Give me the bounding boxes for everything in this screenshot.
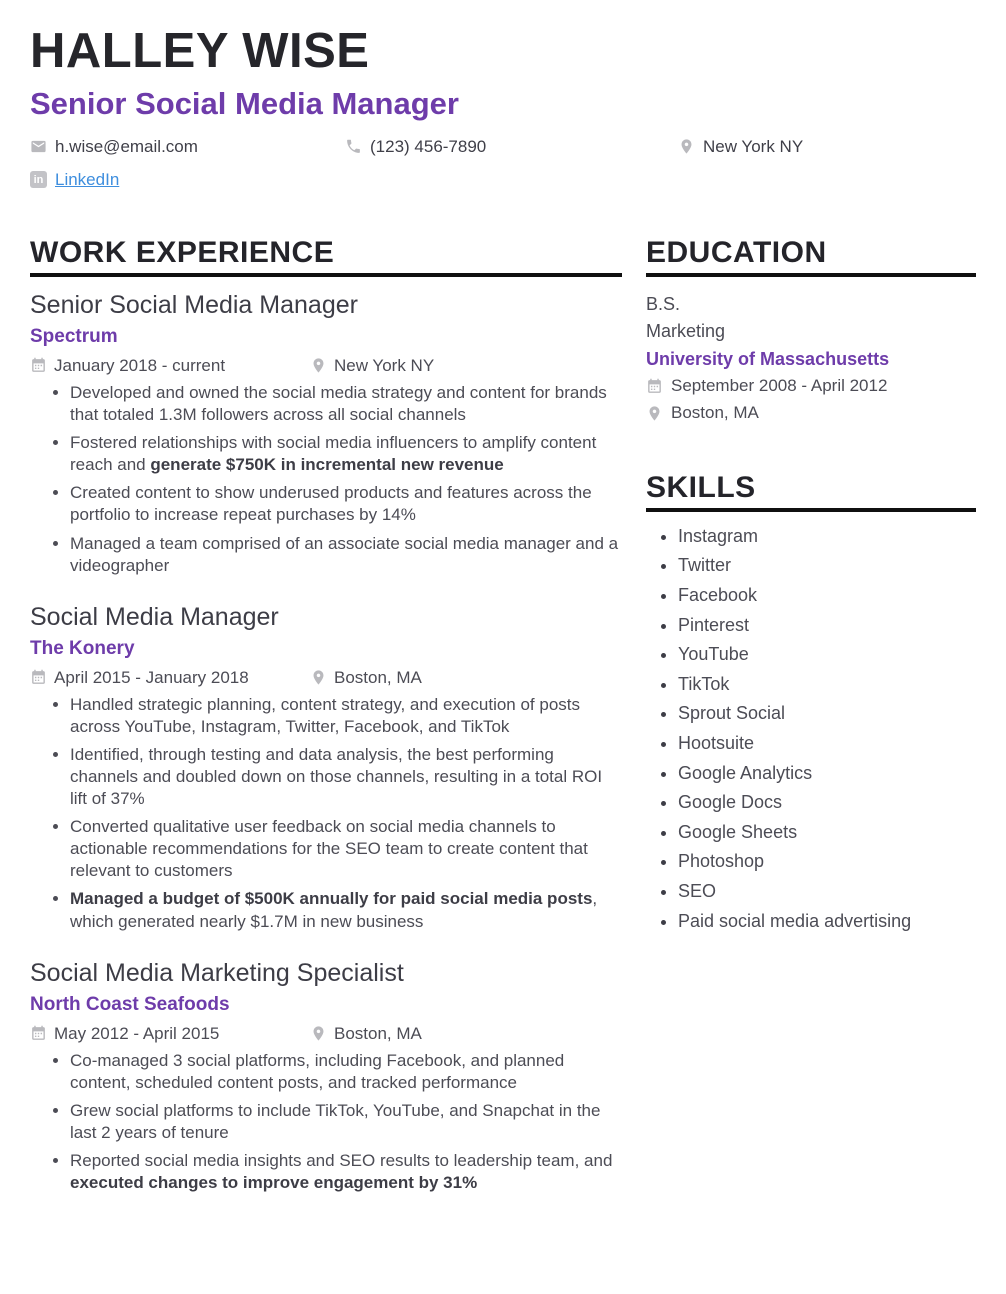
skill-item: • Pinterest [678, 615, 976, 637]
bullet-text: Identified, through testing and data analysis, the best performing channels and doubled down on those channels, resulting in a total ROI lift of 37% [70, 744, 603, 809]
bullet-text: Managed a budget of $500K annually for paid social media posts [70, 889, 593, 909]
calendar-icon [646, 378, 663, 395]
job-title: Senior Social Media Manager [30, 290, 358, 319]
map-pin-icon [310, 357, 327, 374]
linkedin-link[interactable]: LinkedIn [55, 169, 120, 189]
skill-item: • Google Sheets [678, 822, 976, 844]
job-bullets [30, 382, 622, 577]
job-title: Social Media Manager [30, 602, 279, 631]
job-bullet [70, 533, 622, 577]
work-experience-section [30, 236, 622, 1194]
education-dates-text: September 2008 - April 2012 [671, 376, 888, 396]
education-school: University of Massachusetts [646, 348, 890, 369]
education-degree: B.S. [646, 293, 681, 314]
calendar-icon [30, 357, 47, 374]
map-pin-icon [310, 1025, 327, 1042]
education-location [646, 400, 976, 427]
contact-email-text: h.wise@email.com [55, 136, 198, 156]
job-entry [30, 959, 622, 1195]
skill-item: • Google Analytics [678, 763, 976, 785]
calendar-icon [30, 669, 47, 686]
job-meta-row [30, 1024, 622, 1044]
left-column [30, 236, 622, 1220]
bullet-text: Reported social media insights and SEO results to leadership team, and [70, 1151, 613, 1171]
skill-item: • Google Docs [678, 792, 976, 814]
job-location-text: Boston, MA [334, 1023, 422, 1043]
skill-item: • SEO [678, 881, 976, 903]
company-name: North Coast Seafoods [30, 993, 230, 1015]
education-section [646, 236, 976, 427]
job-location [310, 356, 434, 376]
job-meta-row [30, 356, 622, 376]
bullet-text: Grew social platforms to include TikTok, YouTube, and Snapchat in the last 2 years of tenure [70, 1100, 601, 1142]
linkedin-icon: in [30, 171, 47, 188]
contact-location [678, 137, 976, 157]
job-meta-row [30, 668, 622, 688]
job-entry [30, 603, 622, 933]
job-dates-text: January 2018 - current [54, 355, 226, 375]
job-location-text: Boston, MA [334, 667, 422, 687]
skill-item: • Instagram [678, 526, 976, 548]
resume-header [30, 26, 976, 190]
job-bullet [70, 744, 622, 810]
envelope-icon [30, 138, 47, 155]
job-bullet [70, 816, 622, 882]
company-name: The Konery [30, 637, 135, 659]
contact-email [30, 137, 345, 157]
job-location [310, 668, 422, 688]
bullet-text: , which generated nearly $1.7M in new business [70, 889, 598, 931]
person-title: Senior Social Media Manager [30, 86, 459, 122]
contact-linkedin [30, 170, 345, 190]
bullet-text: Created content to show underused products and features across the portfolio to increase repeat purchases by 14% [70, 483, 592, 525]
skill-item: • Hootsuite [678, 733, 976, 755]
job-dates [30, 356, 310, 376]
skills-title: SKILLS [646, 471, 976, 512]
job-bullet [70, 1050, 622, 1094]
job-bullet [70, 482, 622, 526]
contact-phone-text: (123) 456-7890 [370, 136, 487, 156]
contact-phone [345, 137, 678, 157]
job-dates-text: May 2012 - April 2015 [54, 1023, 220, 1043]
job-dates [30, 1024, 310, 1044]
job-bullet [70, 432, 622, 476]
job-entry [30, 291, 622, 577]
map-pin-icon [678, 138, 695, 155]
bullet-text: Managed a team comprised of an associate social media manager and a videographer [70, 533, 619, 575]
job-bullet [70, 694, 622, 738]
job-bullets [30, 1050, 622, 1195]
bullet-text: Fostered relationships with social media influencers to amplify content reach and [70, 433, 597, 475]
contact-row [30, 137, 976, 190]
bullet-text: generate $750K in incremental new revenue [150, 455, 504, 475]
company-name: Spectrum [30, 325, 118, 347]
job-location-text: New York NY [334, 355, 435, 375]
skill-item: • Sprout Social [678, 703, 976, 725]
bullet-text: Converted qualitative user feedback on social media channels to actionable recommendations for the SEO team to create content that relevant to customers [70, 817, 588, 881]
education-dates [646, 373, 976, 400]
person-name: HALLEY WISE [30, 24, 370, 78]
job-bullet [70, 888, 622, 932]
education-location-text: Boston, MA [671, 402, 759, 422]
bullet-text: executed changes to improve engagement by 31% [70, 1173, 478, 1193]
skills-section [646, 471, 976, 932]
skill-item: • Photoshop [678, 851, 976, 873]
skill-item: • Paid social media advertising [678, 911, 976, 933]
education-major: Marketing [646, 321, 726, 342]
job-dates [30, 668, 310, 688]
job-location [310, 1024, 422, 1044]
job-title: Social Media Marketing Specialist [30, 958, 404, 987]
bullet-text: Co-managed 3 social platforms, including Facebook, and planned content, scheduled content posts, and tracked performance [70, 1050, 565, 1092]
skill-item: • Twitter [678, 555, 976, 577]
skill-item: • Facebook [678, 585, 976, 607]
job-dates-text: April 2015 - January 2018 [54, 667, 249, 687]
job-bullet [70, 1100, 622, 1144]
job-bullets [30, 694, 622, 933]
job-bullet [70, 1150, 622, 1194]
map-pin-icon [646, 405, 663, 422]
calendar-icon [30, 1025, 47, 1042]
education-title: EDUCATION [646, 236, 976, 277]
resume-columns [30, 236, 976, 1220]
skill-item: • YouTube [678, 644, 976, 666]
skill-item: • TikTok [678, 674, 976, 696]
work-experience-title: WORK EXPERIENCE [30, 236, 622, 277]
skills-list [646, 526, 976, 932]
bullet-text: Handled strategic planning, content strategy, and execution of posts across YouTube, Instagram, Twitter, Facebook, and TikTok [70, 694, 581, 736]
job-bullet [70, 382, 622, 426]
map-pin-icon [310, 669, 327, 686]
contact-location-text: New York NY [703, 136, 804, 156]
right-column [646, 236, 976, 1220]
jobs-list [30, 291, 622, 1194]
bullet-text: Developed and owned the social media strategy and content for brands that totaled 1.3M followers across all social channels [70, 382, 607, 425]
phone-icon [345, 138, 362, 155]
